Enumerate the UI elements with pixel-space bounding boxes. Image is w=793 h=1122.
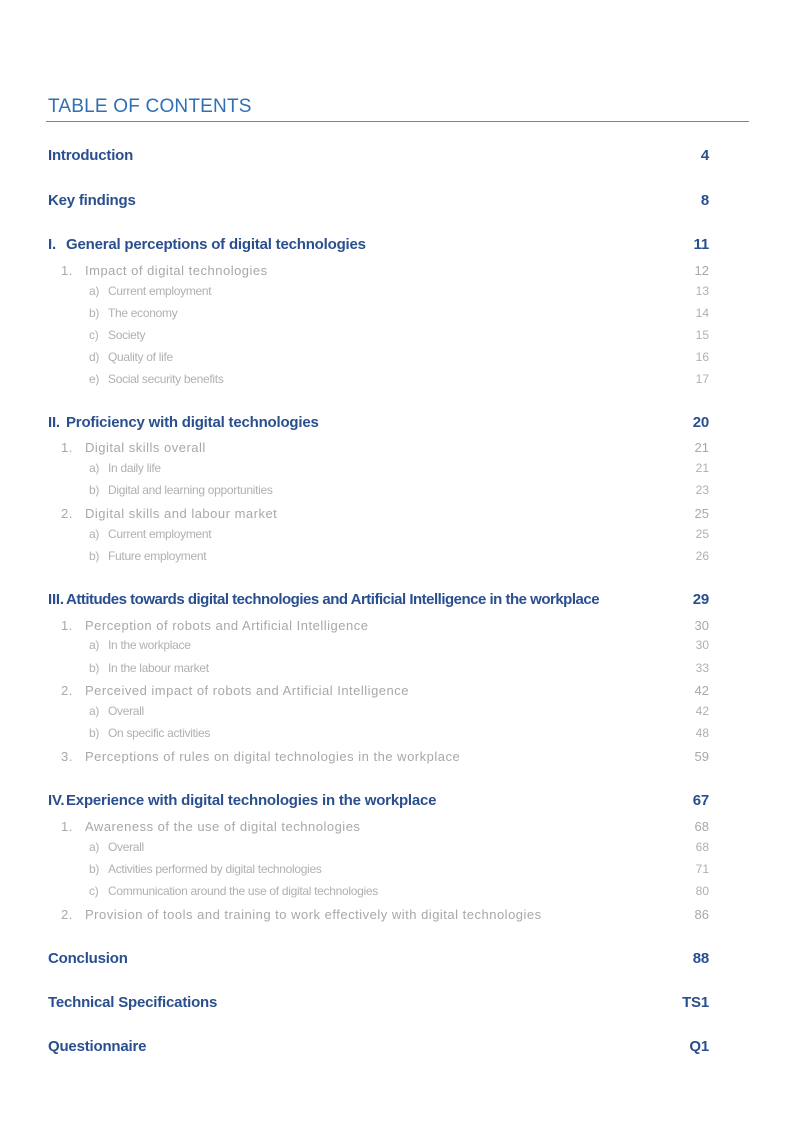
toc-entry-page: 48 (695, 726, 709, 740)
toc-entry-page: 13 (695, 284, 709, 298)
toc-entry-page: 42 (695, 704, 709, 718)
toc-entry-page: 21 (694, 440, 709, 455)
toc-entry-page: 80 (695, 884, 709, 898)
toc-chapter-number: III. (48, 591, 64, 608)
toc-entry-label: Current employment (108, 527, 212, 541)
toc-entry-page: 42 (694, 683, 709, 698)
toc-entry-page: 30 (695, 638, 709, 652)
toc-entry-label: Communication around the use of digital technologies (108, 884, 378, 898)
toc-entry-label: Society (108, 328, 146, 342)
toc-entry-label: Impact of digital technologies (85, 263, 268, 278)
toc-entry-label: The economy (108, 306, 178, 320)
toc-entry-page: 29 (692, 591, 709, 608)
toc-subsection-letter: a) (89, 284, 100, 298)
toc-entry-page: 21 (695, 461, 709, 475)
toc-subsection-letter: c) (89, 328, 99, 342)
toc-subsection-letter: b) (89, 661, 100, 675)
toc-entry-page: Q1 (689, 1038, 709, 1055)
toc-entry-label: In the labour market (108, 661, 209, 675)
toc-entry-page: 25 (694, 506, 709, 521)
toc-entry-page: 86 (694, 907, 709, 922)
toc-entry-label: Perceived impact of robots and Artificial Intelligence (85, 683, 409, 698)
toc-entry-page: 23 (695, 483, 709, 497)
toc-entry-page: 15 (695, 328, 709, 342)
toc-section-number: 1. (61, 263, 73, 278)
toc-entry-label: Perception of robots and Artificial Intelligence (85, 618, 369, 633)
toc-entry-page: 16 (695, 350, 709, 364)
toc-entry-page: 20 (692, 414, 709, 431)
toc-entry-label: Digital skills overall (85, 440, 206, 455)
toc-entry-label: Introduction (48, 147, 134, 164)
toc-subsection-letter: a) (89, 461, 100, 475)
toc-subsection-letter: e) (89, 372, 100, 386)
toc-entry-label: Proficiency with digital technologies (66, 414, 319, 431)
toc-entry-label: On specific activities (108, 726, 211, 740)
toc-section-number: 1. (61, 819, 73, 834)
toc-entry-label: Provision of tools and training to work effectively with digital technologies (85, 907, 542, 922)
toc-entry-label: Conclusion (48, 950, 128, 967)
toc-entry-page: TS1 (682, 994, 709, 1011)
toc-section-number: 1. (61, 618, 73, 633)
toc-entry-page: 26 (695, 549, 709, 563)
toc-entry-page: 71 (695, 862, 709, 876)
toc-entry-label: In daily life (108, 461, 161, 475)
toc-entry-label: Quality of life (108, 350, 173, 364)
toc-subsection-letter: b) (89, 549, 100, 563)
toc-entry-page: 17 (695, 372, 709, 386)
toc-subsection-letter: b) (89, 862, 100, 876)
toc-entry-label: Digital and learning opportunities (108, 483, 273, 497)
toc-chapter-number: I. (48, 236, 56, 253)
toc-section-number: 3. (61, 749, 73, 764)
toc-entry-label: Technical Specifications (48, 994, 218, 1011)
toc-chapter-number: II. (48, 414, 60, 431)
toc-entry-page: 67 (692, 792, 709, 809)
toc-subsection-letter: d) (89, 350, 100, 364)
toc-title: TABLE OF CONTENTS (48, 96, 252, 117)
toc-entry-page: 14 (695, 306, 709, 320)
toc-chapter-number: IV. (48, 792, 65, 809)
toc-entry-page: 33 (695, 661, 709, 675)
toc-entry-label: Attitudes towards digital technologies and Artificial Intelligence in the workplace (66, 591, 600, 608)
toc-entry-page: 4 (700, 147, 709, 164)
toc-entry-page: 59 (694, 749, 709, 764)
toc-subsection-letter: b) (89, 726, 100, 740)
toc-section-number: 2. (61, 683, 73, 698)
toc-entry-label: Questionnaire (48, 1038, 147, 1055)
toc-entry-page: 11 (693, 236, 709, 253)
toc-entry-label: Overall (108, 704, 144, 718)
toc-entry-label: General perceptions of digital technologies (66, 236, 366, 253)
toc-subsection-letter: a) (89, 704, 100, 718)
toc-subsection-letter: c) (89, 884, 99, 898)
toc-entry-label: Key findings (48, 192, 136, 209)
toc-entry-label: Perceptions of rules on digital technologies in the workplace (85, 749, 461, 764)
toc-entry-page: 68 (695, 840, 709, 854)
toc-entry-page: 88 (692, 950, 709, 967)
toc-entry-label: Overall (108, 840, 144, 854)
toc-subsection-letter: b) (89, 306, 100, 320)
toc-subsection-letter: a) (89, 527, 100, 541)
title-divider (46, 121, 749, 122)
toc-subsection-letter: a) (89, 840, 100, 854)
toc-entry-label: Social security benefits (108, 372, 224, 386)
toc-entry-page: 68 (694, 819, 709, 834)
toc-section-number: 2. (61, 907, 73, 922)
toc-entry-page: 8 (700, 192, 709, 209)
toc-subsection-letter: b) (89, 483, 100, 497)
toc-section-number: 2. (61, 506, 73, 521)
toc-entry-page: 25 (695, 527, 709, 541)
toc-entry-label: Activities performed by digital technologies (108, 862, 322, 876)
toc-entry-label: Experience with digital technologies in the workplace (66, 792, 437, 809)
toc-entry-label: Awareness of the use of digital technologies (85, 819, 361, 834)
toc-section-number: 1. (61, 440, 73, 455)
toc-entry-label: Future employment (108, 549, 207, 563)
toc-entry-label: In the workplace (108, 638, 191, 652)
toc-entry-label: Current employment (108, 284, 212, 298)
toc-entry-label: Digital skills and labour market (85, 506, 278, 521)
toc-entry-page: 30 (694, 618, 709, 633)
toc-entry-page: 12 (694, 263, 709, 278)
toc-subsection-letter: a) (89, 638, 100, 652)
